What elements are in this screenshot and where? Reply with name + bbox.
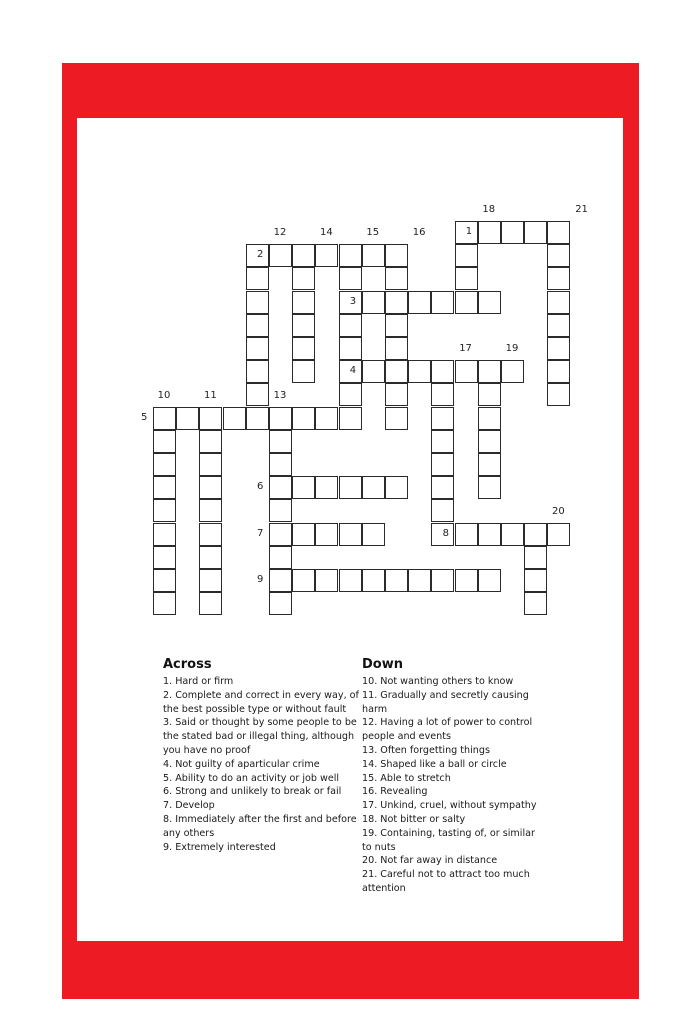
- grid-cell[interactable]: [524, 592, 547, 615]
- clue-number-6: 6: [257, 481, 264, 493]
- grid-cell[interactable]: [339, 267, 362, 290]
- grid-cell[interactable]: [455, 291, 478, 314]
- grid-cell[interactable]: [524, 569, 547, 592]
- clue-number-9: 9: [257, 574, 264, 585]
- grid-cell[interactable]: [362, 244, 385, 267]
- grid-cell[interactable]: [153, 476, 176, 499]
- grid-cell[interactable]: [292, 337, 315, 360]
- grid-cell[interactable]: [269, 453, 292, 476]
- grid-cell[interactable]: [246, 383, 269, 406]
- clue-number-4: 4: [349, 365, 357, 377]
- grid-cell[interactable]: [246, 267, 269, 290]
- grid-cell[interactable]: [431, 523, 454, 546]
- grid-cell[interactable]: [501, 221, 524, 244]
- grid-cell[interactable]: [199, 476, 222, 499]
- grid-cell[interactable]: [269, 546, 292, 569]
- across-clue-8: 8. Immediately after the first and before any others: [163, 813, 357, 839]
- grid-cell[interactable]: [339, 291, 362, 314]
- grid-cell[interactable]: [246, 244, 269, 267]
- grid-cell[interactable]: [246, 360, 269, 383]
- grid-cell[interactable]: [455, 360, 478, 383]
- grid-cell[interactable]: [385, 337, 408, 360]
- grid-cell[interactable]: [269, 244, 292, 267]
- grid-cell[interactable]: [478, 291, 501, 314]
- grid-cell[interactable]: [269, 476, 292, 499]
- clue-number-19: 19: [505, 343, 519, 355]
- grid-cell[interactable]: [315, 476, 338, 499]
- grid-cell[interactable]: [339, 314, 362, 337]
- down-clue-16: 16. Revealing: [362, 786, 428, 798]
- grid-cell[interactable]: [385, 407, 408, 430]
- down-clue-19: 19. Containing, tasting of, or similar to nuts: [362, 827, 535, 853]
- grid-cell[interactable]: [223, 407, 246, 430]
- grid-cell[interactable]: [269, 430, 292, 453]
- clue-number-10: 10: [157, 389, 171, 401]
- grid-cell[interactable]: [199, 569, 222, 592]
- across-clue-4: 4. Not guilty of aparticular crime: [163, 758, 320, 770]
- clue-number-11: 11: [204, 389, 217, 401]
- grid-cell[interactable]: [547, 267, 570, 290]
- grid-cell[interactable]: [153, 569, 176, 592]
- grid-cell[interactable]: [431, 407, 454, 430]
- grid-cell[interactable]: [431, 499, 454, 522]
- grid-cell[interactable]: [385, 267, 408, 290]
- grid-cell[interactable]: [339, 360, 362, 383]
- down-clue-17: 17. Unkind, cruel, without sympathy: [362, 800, 537, 812]
- grid-cell[interactable]: [292, 569, 315, 592]
- grid-cell[interactable]: [199, 453, 222, 476]
- down-clue-18: 18. Not bitter or salty: [362, 813, 466, 825]
- grid-cell[interactable]: [315, 244, 338, 267]
- clue-number-16: 16: [412, 227, 426, 239]
- grid-cell[interactable]: [246, 337, 269, 360]
- grid-cell[interactable]: [385, 291, 408, 314]
- grid-cell[interactable]: [269, 407, 292, 430]
- grid-cell[interactable]: [524, 546, 547, 569]
- grid-cell[interactable]: [246, 291, 269, 314]
- grid-cell[interactable]: [339, 383, 362, 406]
- grid-cell[interactable]: [385, 476, 408, 499]
- grid-cell[interactable]: [408, 569, 431, 592]
- grid-cell[interactable]: [362, 360, 385, 383]
- grid-cell[interactable]: [199, 430, 222, 453]
- grid-cell[interactable]: [524, 523, 547, 546]
- down-heading: Down: [362, 657, 403, 672]
- grid-cell[interactable]: [153, 407, 176, 430]
- grid-cell[interactable]: [292, 314, 315, 337]
- grid-cell[interactable]: [431, 360, 454, 383]
- grid-cell[interactable]: [153, 499, 176, 522]
- grid-cell[interactable]: [478, 523, 501, 546]
- clue-number-21: 21: [575, 204, 588, 215]
- grid-cell[interactable]: [431, 569, 454, 592]
- clue-number-2: 2: [257, 249, 264, 261]
- grid-cell[interactable]: [431, 476, 454, 499]
- grid-cell[interactable]: [362, 291, 385, 314]
- clue-number-17: 17: [459, 343, 472, 355]
- down-clue-20: 20. Not far away in distance: [362, 855, 498, 867]
- grid-cell[interactable]: [547, 314, 570, 337]
- grid-cell[interactable]: [385, 383, 408, 406]
- grid-cell[interactable]: [362, 569, 385, 592]
- clue-number-12: 12: [273, 227, 287, 239]
- grid-cell[interactable]: [547, 337, 570, 360]
- grid-cell[interactable]: [199, 592, 222, 615]
- grid-cell[interactable]: [176, 407, 199, 430]
- across-clue-1: 1. Hard or firm: [163, 676, 234, 687]
- grid-cell[interactable]: [478, 383, 501, 406]
- across-clue-3: 3. Said or thought by some people to be the stated bad or illegal thing, although you have no proof: [163, 717, 357, 756]
- grid-cell[interactable]: [547, 221, 570, 244]
- grid-cell[interactable]: [385, 314, 408, 337]
- grid-cell[interactable]: [153, 546, 176, 569]
- grid-cell[interactable]: [455, 221, 478, 244]
- clue-number-5: 5: [141, 411, 148, 423]
- grid-cell[interactable]: [547, 244, 570, 267]
- grid-cell[interactable]: [315, 523, 338, 546]
- grid-cell[interactable]: [478, 476, 501, 499]
- grid-cell[interactable]: [292, 360, 315, 383]
- grid-cell[interactable]: [478, 569, 501, 592]
- down-clues: [362, 657, 542, 896]
- grid-cell[interactable]: [339, 407, 362, 430]
- grid-cell[interactable]: [246, 314, 269, 337]
- grid-cell[interactable]: [199, 407, 222, 430]
- grid-cell[interactable]: [199, 546, 222, 569]
- down-clue-21: 21. Careful not to attract too much attention: [362, 869, 530, 894]
- grid-cell[interactable]: [478, 430, 501, 453]
- across-clue-6: 6. Strong and unlikely to break or fail: [163, 786, 342, 798]
- grid-cell[interactable]: [431, 291, 454, 314]
- down-clue-14: 14. Shaped like a ball or circle: [362, 758, 507, 770]
- grid-cell[interactable]: [199, 523, 222, 546]
- grid-cell[interactable]: [153, 523, 176, 546]
- clue-number-15: 15: [366, 227, 380, 239]
- clue-number-7: 7: [257, 527, 264, 539]
- across-heading: Across: [163, 657, 212, 672]
- across-clue-2: 2. Complete and correct in every way, of the best possible type or without fault: [163, 689, 359, 715]
- clue-number-8: 8: [442, 527, 449, 539]
- clue-number-14: 14: [320, 227, 333, 239]
- across-clue-9: 9. Extremely interested: [163, 841, 276, 853]
- grid-cell[interactable]: [431, 430, 454, 453]
- grid-cell[interactable]: [269, 592, 292, 615]
- grid-cell[interactable]: [478, 360, 501, 383]
- grid-cell[interactable]: [408, 291, 431, 314]
- grid-cell[interactable]: [547, 360, 570, 383]
- grid-cell[interactable]: [292, 523, 315, 546]
- grid-cell[interactable]: [199, 499, 222, 522]
- grid-cell[interactable]: [292, 244, 315, 267]
- grid-cell[interactable]: [269, 569, 292, 592]
- grid-cell[interactable]: [339, 244, 362, 267]
- clue-number-3: 3: [349, 295, 357, 307]
- grid-cell[interactable]: [292, 407, 315, 430]
- grid-cell[interactable]: [292, 267, 315, 290]
- across-clues: [163, 657, 363, 854]
- grid-cell[interactable]: [292, 476, 315, 499]
- grid-cell[interactable]: [455, 569, 478, 592]
- clue-number-20: 20: [552, 505, 565, 517]
- grid-cell[interactable]: [478, 407, 501, 430]
- clue-number-13: 13: [273, 389, 287, 401]
- clue-number-18: 18: [482, 204, 496, 215]
- grid-cell[interactable]: [501, 523, 524, 546]
- clue-number-1: 1: [465, 226, 473, 237]
- grid-cell[interactable]: [547, 383, 570, 406]
- grid-cell[interactable]: [455, 267, 478, 290]
- down-clue-10: 10. Not wanting others to know: [362, 676, 514, 687]
- grid-cell[interactable]: [408, 360, 431, 383]
- grid-cell[interactable]: [315, 407, 338, 430]
- grid-cell[interactable]: [547, 523, 570, 546]
- grid-cell[interactable]: [339, 523, 362, 546]
- grid-cell[interactable]: [478, 221, 501, 244]
- grid-cell[interactable]: [478, 453, 501, 476]
- grid-cell[interactable]: [269, 523, 292, 546]
- grid-cell[interactable]: [362, 523, 385, 546]
- grid-cell[interactable]: [153, 592, 176, 615]
- grid-cell[interactable]: [339, 569, 362, 592]
- grid-cell[interactable]: [315, 569, 338, 592]
- grid-cell[interactable]: [153, 453, 176, 476]
- grid-cell[interactable]: [246, 407, 269, 430]
- grid-cell[interactable]: [455, 523, 478, 546]
- grid-cell[interactable]: [547, 291, 570, 314]
- grid-cell[interactable]: [292, 291, 315, 314]
- down-clue-13: 13. Often forgetting things: [362, 744, 490, 756]
- down-clue-15: 15. Able to stretch: [362, 772, 451, 784]
- grid-cell[interactable]: [339, 337, 362, 360]
- grid-cell[interactable]: [524, 221, 547, 244]
- grid-cell[interactable]: [431, 453, 454, 476]
- grid-cell[interactable]: [455, 244, 478, 267]
- down-clue-11: 11. Gradually and secretly causing harm: [362, 689, 529, 715]
- grid-cell[interactable]: [153, 430, 176, 453]
- grid-cell[interactable]: [385, 244, 408, 267]
- grid-cell[interactable]: [339, 476, 362, 499]
- grid-cell[interactable]: [501, 360, 524, 383]
- grid-cell[interactable]: [269, 499, 292, 522]
- across-clue-7: 7. Develop: [163, 800, 215, 812]
- grid-cell[interactable]: [362, 476, 385, 499]
- grid-cell[interactable]: [431, 383, 454, 406]
- across-clue-5: 5. Ability to do an activity or job well: [163, 772, 340, 784]
- grid-cell[interactable]: [385, 360, 408, 383]
- down-clue-12: 12. Having a lot of power to control people and events: [362, 717, 533, 743]
- grid-cell[interactable]: [385, 569, 408, 592]
